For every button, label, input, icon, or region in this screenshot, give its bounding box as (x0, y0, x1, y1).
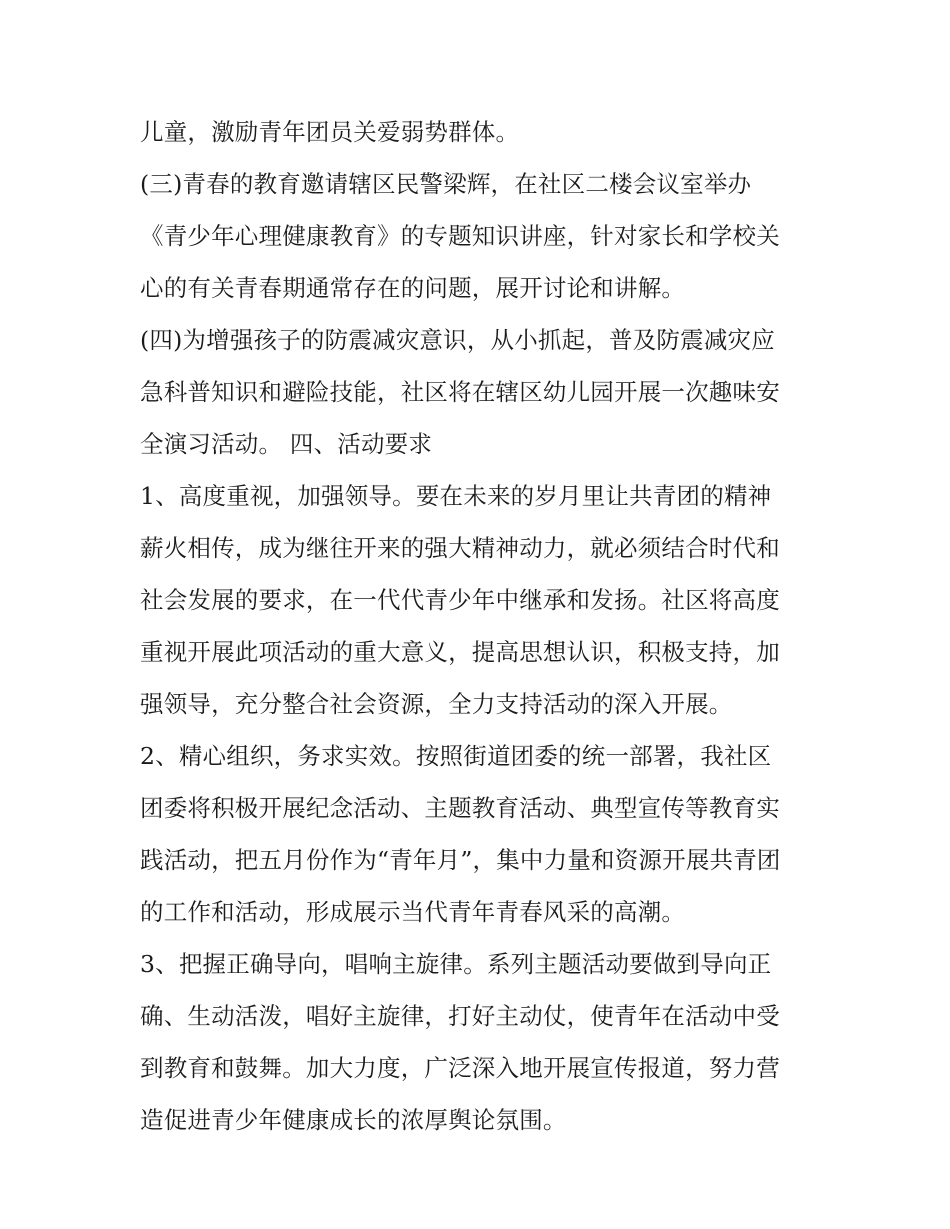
text-line: 急科普知识和避险技能，社区将在辖区幼儿园开展一次趣味安 (140, 378, 780, 406)
text-line: 践活动，把五月份作为“青年月”，集中力量和资源开展共青团 (140, 846, 781, 874)
text-line: 儿童，激励青年团员关爱弱势群体。 (140, 118, 520, 146)
text-line: (三)青春的教育邀请辖区民警梁辉，在社区二楼会议室举办 (140, 170, 752, 198)
text-line: 确、生动活泼，唱好主旋律，打好主动仗，使青年在活动中受 (140, 1002, 780, 1030)
text-line: 社会发展的要求，在一代代青少年中继承和发扬。社区将高度 (140, 586, 780, 614)
text-line: 薪火相传，成为继往开来的强大精神动力，就必须结合时代和 (140, 534, 780, 562)
text-line: 强领导，充分整合社会资源，全力支持活动的深入开展。 (140, 690, 733, 718)
text-line: 心的有关青春期通常存在的问题，展开讨论和讲解。 (140, 274, 686, 302)
text-line: (四)为增强孩子的防震减灾意识，从小抓起，普及防震减灾应 (140, 326, 775, 354)
text-line: 1、高度重视，加强领导。要在未来的岁月里让共青团的精神 (140, 482, 772, 510)
text-line: 团委将积极开展纪念活动、主题教育活动、典型宣传等教育实 (140, 794, 780, 822)
text-line: 到教育和鼓舞。加大力度，广泛深入地开展宣传报道，努力营 (140, 1054, 780, 1082)
document-page (140, 106, 820, 1146)
text-line: 2、精心组织，务求实效。按照街道团委的统一部署，我社区 (140, 742, 772, 770)
text-line: 造促进青少年健康成长的浓厚舆论氛围。 (140, 1106, 567, 1134)
text-line: 的工作和活动，形成展示当代青年青春风采的高潮。 (140, 898, 686, 926)
text-line: 3、把握正确导向，唱响主旋律。系列主题活动要做到导向正 (140, 950, 772, 978)
text-line: 重视开展此项活动的重大意义，提高思想认识，积极支持，加 (140, 638, 780, 666)
text-line: 全演习活动。 四、活动要求 (140, 430, 433, 458)
text-line: 《青少年心理健康教育》的专题知识讲座，针对家长和学校关 (140, 222, 780, 250)
